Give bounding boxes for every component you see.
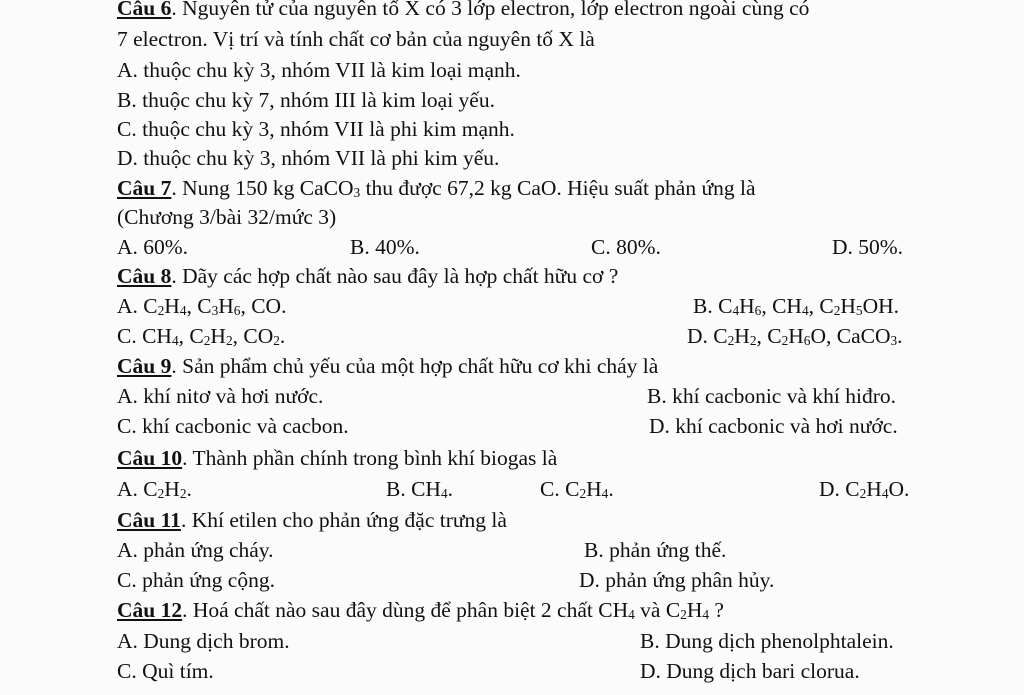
- q8-option-d: D. $C_2H_2$, $C_2H_6O$, CaCO$_3$.: [687, 324, 903, 348]
- q11-option-a: A. phản ứng cháy.: [117, 538, 274, 562]
- q7-options-row: [117, 233, 984, 262]
- q7-option-b: B. 40%.: [350, 235, 420, 259]
- q12-label: Câu 12: [117, 598, 183, 622]
- q6-label: Câu 6: [117, 0, 172, 20]
- q10-option-b: B. $CH_4$.: [386, 477, 454, 501]
- q8-option-b: B. $C_4H_6$, $CH_4$, $C_2H_5OH$.: [693, 294, 900, 318]
- q12-option-d: D. Dung dịch bari clorua.: [640, 659, 860, 683]
- q10-options-row: [117, 475, 984, 504]
- q10-stem: Câu 10. Thành phần chính trong bình khí biogas là: [117, 446, 558, 470]
- q6-option-c: C. thuộc chu kỳ 3, nhóm VII là phi kim mạnh.: [117, 117, 515, 141]
- q11-label: Câu 11: [117, 508, 181, 532]
- q9-options-row1: [117, 382, 984, 411]
- q6-stem-line2: 7 electron. Vị trí và tính chất cơ bản của nguyên tố X là: [117, 27, 595, 51]
- q11-option-b: B. phản ứng thế.: [584, 538, 727, 562]
- q10-option-d: D. $C_2H_4O$.: [819, 477, 910, 501]
- q9-option-b: B. khí cacbonic và khí hiđro.: [647, 384, 896, 408]
- q8-option-a: A. $C_2H_4$, $C_3H_6$, CO.: [117, 294, 287, 318]
- q8-options-row1: [117, 292, 984, 321]
- q8-stem: Câu 8. Dãy các hợp chất nào sau đây là hợp chất hữu cơ ?: [117, 264, 619, 288]
- q11-stem: Câu 11. Khí etilen cho phản ứng đặc trưng là: [117, 508, 507, 532]
- q7-note: (Chương 3/bài 32/mức 3): [117, 205, 337, 229]
- q9-option-c: C. khí cacbonic và cacbon.: [117, 414, 349, 438]
- q12-options-row1: [117, 627, 984, 656]
- q9-options-row2: [117, 412, 984, 441]
- q11-option-c: C. phản ứng cộng.: [117, 568, 275, 592]
- q6-option-d: D. thuộc chu kỳ 3, nhóm VII là phi kim yếu.: [117, 146, 500, 170]
- q10-label: Câu 10: [117, 446, 183, 470]
- q7-stem: Câu 7. Nung 150 kg CaCO$_3$ thu được 67,2 kg CaO. Hiệu suất phản ứng là: [117, 176, 756, 200]
- q6-option-a: A. thuộc chu kỳ 3, nhóm VII là kim loại mạnh.: [117, 58, 521, 82]
- q6-stem-line1: Câu 6. Nguyên tử của nguyên tố X có 3 lớp electron, lớp electron ngoài cùng có: [117, 0, 984, 23]
- q8-options-row2: [117, 322, 984, 351]
- q8-option-c: C. $CH_4$, $C_2H_2$, $CO_2$.: [117, 324, 286, 348]
- q9-option-d: D. khí cacbonic và hơi nước.: [649, 414, 898, 438]
- q11-option-d: D. phản ứng phân hủy.: [579, 568, 775, 592]
- q7-label: Câu 7: [117, 176, 172, 200]
- q10-option-c: C. $C_2H_4$.: [540, 477, 614, 501]
- q8-label: Câu 8: [117, 264, 172, 288]
- q9-label: Câu 9: [117, 354, 172, 378]
- q7-option-a: A. 60%.: [117, 235, 189, 259]
- q12-stem: Câu 12. Hoá chất nào sau đây dùng để phân biệt 2 chất $CH_4$ và $C_2H_4$ ?: [117, 598, 724, 622]
- q12-option-b: B. Dung dịch phenolphtalein.: [640, 629, 894, 653]
- q11-options-row2: [117, 566, 984, 595]
- q12-option-c: C. Quì tím.: [117, 659, 214, 683]
- q12-option-a: A. Dung dịch brom.: [117, 629, 290, 653]
- q11-options-row1: [117, 536, 984, 565]
- q9-option-a: A. khí nitơ và hơi nước.: [117, 384, 324, 408]
- q10-option-a: A. $C_2H_2$.: [117, 477, 192, 501]
- q7-option-c: C. 80%.: [591, 235, 661, 259]
- q12-options-row2: [117, 657, 984, 686]
- q6-option-b: B. thuộc chu kỳ 7, nhóm III là kim loại yếu.: [117, 88, 495, 112]
- q9-stem: Câu 9. Sản phẩm chủ yếu của một hợp chất hữu cơ khi cháy là: [117, 354, 659, 378]
- q7-option-d: D. 50%.: [832, 235, 904, 259]
